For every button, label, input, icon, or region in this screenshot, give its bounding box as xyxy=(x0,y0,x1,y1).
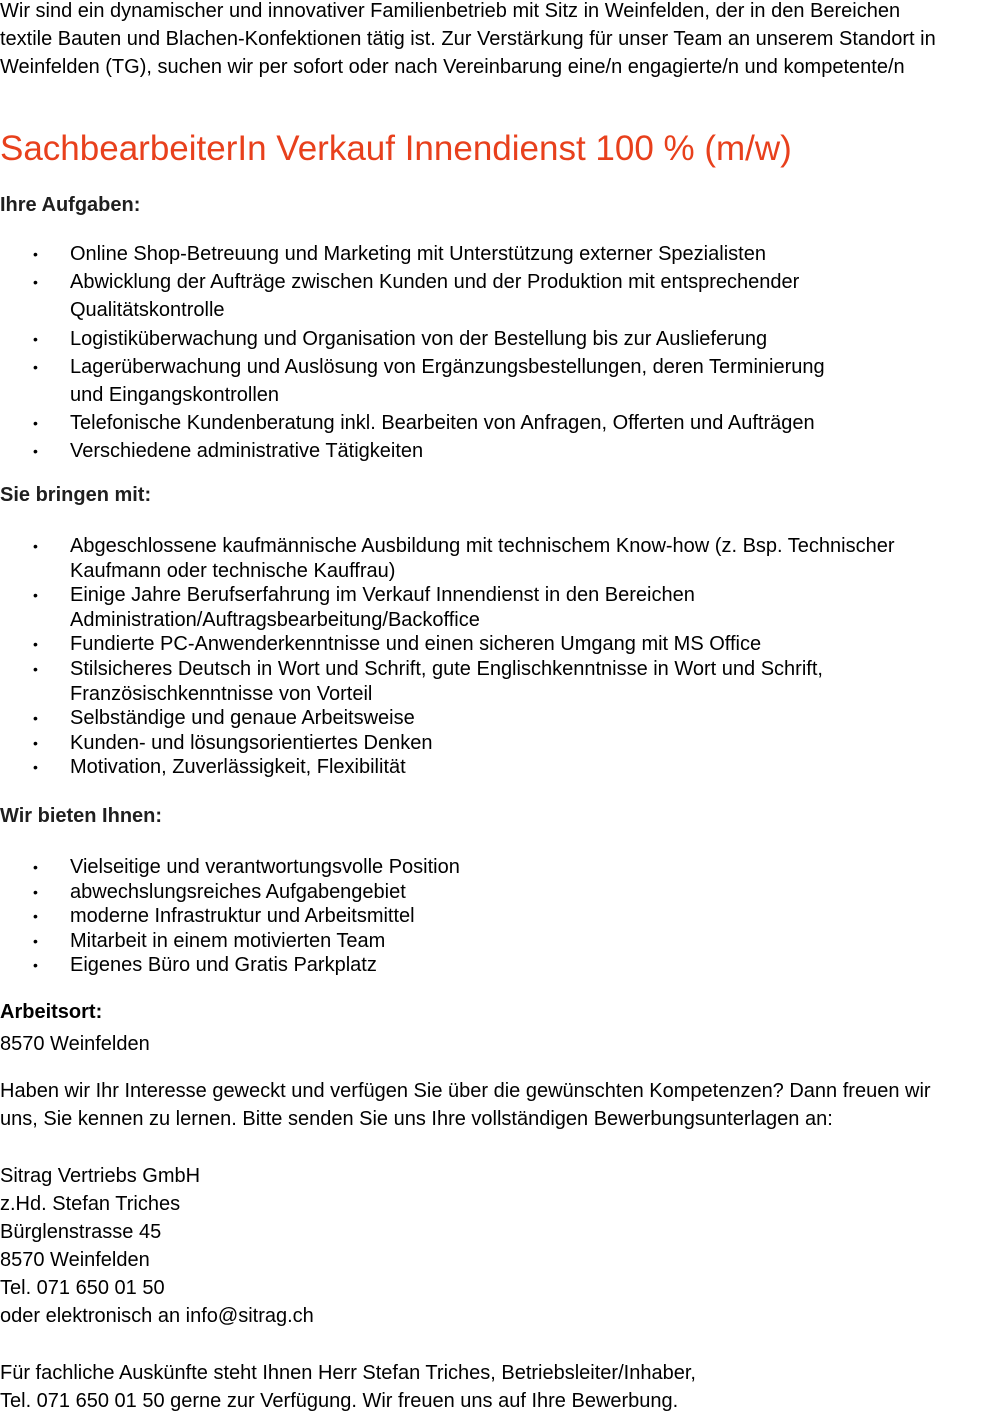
bullet-icon: • xyxy=(33,734,38,751)
bullet-icon: • xyxy=(33,538,38,554)
list-item: • Abwicklung der Aufträge zwischen Kunden und der Produktion mit entsprechender Qualitätskontrolle xyxy=(0,268,1000,324)
skills-heading: Sie bringen mit: xyxy=(0,484,152,506)
contact-email-line: oder elektronisch an info@sitrag.ch xyxy=(0,1305,314,1327)
list-item: • Abgeschlossene kaufmännische Ausbildung mit technischem Know-how (z. Bsp. Technischer Kaufmann oder technische Kauffrau) xyxy=(33,535,895,582)
list-item: • Telefonische Kundenberatung inkl. Bearbeiten von Anfragen, Offerten und Aufträgen xyxy=(0,409,1000,437)
list-item: • Stilsicheres Deutsch in Wort und Schrift, gute Englischkenntnisse in Wort und Schrift, Französischkenntnisse von Vorteil xyxy=(33,657,823,705)
closing-line: Tel. 071 650 01 50 gerne zur Verfügung. Wir freuen uns auf Ihre Bewerbung. xyxy=(0,1390,679,1412)
bullet-icon: • xyxy=(33,660,38,677)
bullet-icon: • xyxy=(33,759,38,776)
offers-heading: Wir bieten Ihnen: xyxy=(0,805,163,827)
list-item: • moderne Infrastruktur und Arbeitsmittel xyxy=(33,905,415,928)
contact-address xyxy=(0,1162,314,1330)
list-item: • Verschiedene administrative Tätigkeiten xyxy=(0,437,1000,465)
bullet-icon: • xyxy=(33,636,38,653)
application-line: uns, Sie kennen zu lernen. Bitte senden Sie uns Ihre vollständigen Bewerbungsunterlagen an: xyxy=(0,1108,833,1130)
list-item: • Einige Jahre Berufserfahrung im Verkauf Innendienst in den Bereichen Administration/Auftragsbearbeitung/Backoffice xyxy=(33,584,695,631)
list-item: • Selbständige und genaue Arbeitsweise xyxy=(33,707,415,730)
list-item: • abwechslungsreiches Aufgabengebiet xyxy=(33,880,406,903)
workplace-value: 8570 Weinfelden xyxy=(0,1033,150,1055)
intro-line: Wir sind ein dynamischer und innovativer Familienbetrieb mit Sitz in Weinfelden, der in den Bereichen xyxy=(0,0,901,22)
list-item: • Lagerüberwachung und Auslösung von Ergänzungsbestellungen, deren Terminierung und Eingangskontrollen xyxy=(0,353,1000,409)
application-paragraph xyxy=(0,1077,931,1133)
intro-line: textile Bauten und Blachen-Konfektionen tätig ist. Zur Verstärkung für unser Team an unserem Standort in xyxy=(0,28,936,50)
contact-street: Bürglenstrasse 45 xyxy=(0,1221,162,1243)
list-item: • Vielseitige und verantwortungsvolle Position xyxy=(33,856,460,878)
bullet-icon: • xyxy=(33,710,38,727)
list-item: • Mitarbeit in einem motivierten Team xyxy=(33,929,386,952)
bullet-icon: • xyxy=(33,883,38,900)
workplace-heading: Arbeitsort: xyxy=(0,1001,103,1023)
bullet-icon: • xyxy=(33,246,38,262)
list-item: • Fundierte PC-Anwenderkenntnisse und einen sicheren Umgang mit MS Office xyxy=(33,633,762,656)
list-item: • Logistiküberwachung und Organisation von der Bestellung bis zur Auslieferung xyxy=(0,325,1000,353)
bullet-icon: • xyxy=(33,587,38,604)
contact-attention: z.Hd. Stefan Triches xyxy=(0,1193,181,1215)
bullet-icon: • xyxy=(33,358,38,375)
list-item: • Eigenes Büro und Gratis Parkplatz xyxy=(33,954,377,977)
bullet-icon: • xyxy=(33,443,38,460)
list-item: • Online Shop-Betreuung und Marketing mit Unterstützung externer Spezialisten xyxy=(0,240,1000,268)
closing-line: Für fachliche Auskünfte steht Ihnen Herr Stefan Triches, Betriebsleiter/Inhaber, xyxy=(0,1362,696,1384)
intro-paragraph xyxy=(0,0,1000,81)
skills-list xyxy=(0,534,1000,780)
bullet-icon: • xyxy=(33,330,38,347)
bullet-icon: • xyxy=(33,859,38,875)
intro-line: Weinfelden (TG), suchen wir per sofort oder nach Vereinbarung eine/n engagierte/n und kompetente/n xyxy=(0,56,905,78)
closing-paragraph xyxy=(0,1359,696,1415)
application-line: Haben wir Ihr Interesse geweckt und verfügen Sie über die gewünschten Kompetenzen? Dann freuen wir xyxy=(0,1080,931,1102)
list-item: • Motivation, Zuverlässigkeit, Flexibilität xyxy=(33,756,406,779)
bullet-icon: • xyxy=(33,932,38,949)
bullet-icon: • xyxy=(33,274,38,291)
job-title: SachbearbeiterIn Verkauf Innendienst 100 % (m/w) xyxy=(0,129,792,168)
tasks-list xyxy=(0,240,1000,466)
offers-list xyxy=(0,855,1000,978)
list-item: • Kunden- und lösungsorientiertes Denken xyxy=(33,731,433,754)
contact-phone: Tel. 071 650 01 50 xyxy=(0,1277,165,1299)
contact-city: 8570 Weinfelden xyxy=(0,1249,150,1271)
bullet-icon: • xyxy=(33,957,38,974)
contact-company: Sitrag Vertriebs GmbH xyxy=(0,1165,201,1187)
tasks-heading: Ihre Aufgaben: xyxy=(0,194,141,216)
bullet-icon: • xyxy=(33,415,38,432)
bullet-icon: • xyxy=(33,908,38,925)
